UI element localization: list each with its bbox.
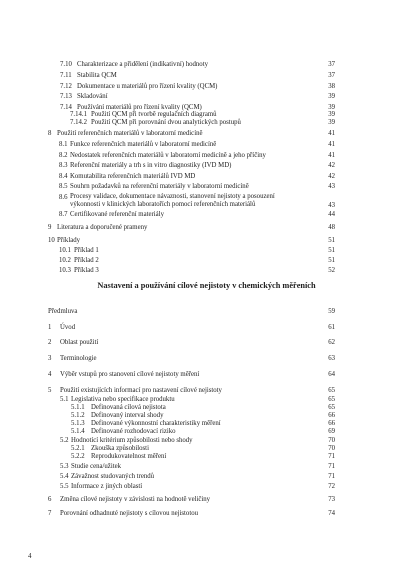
toc-entry-number: 2 [48,339,52,346]
toc-entry[interactable] [48,236,335,246]
toc-entry-number: 9 [48,224,52,231]
toc-entry-title: Zkouška způsobilosti [91,445,149,452]
toc-entry-title: Použití QCM při tvorbě regulačních diagramů [91,111,217,118]
toc-entry-number: 5.1.4 [71,428,85,435]
toc-entry[interactable] [48,354,335,364]
toc-entry-number: 7.14 [60,104,72,111]
toc-entry-number: 7.13 [60,93,72,100]
toc-entry[interactable] [54,82,335,92]
toc-entry-page: 72 [328,483,335,490]
toc-entry-title: Nedostatek referenčních materiálů v laboratorní medicíně a jeho příčiny [70,152,266,159]
toc-entry-page: 42 [328,162,335,169]
toc-entry[interactable] [54,256,335,266]
toc-entry-title: Stabilita QCM [77,72,117,79]
toc-entry-number: 7.12 [60,83,72,90]
toc-entry-number: 8.4 [59,173,68,180]
toc-entry-number: 8 [48,130,52,137]
toc-entry-title: Příklad 3 [74,267,99,274]
toc-entry-page: 41 [328,141,335,148]
toc-entry-page: 61 [328,324,335,331]
toc-entry-number: 8.6 [59,194,68,201]
toc-entry-number: 5 [48,387,52,394]
toc-entry-title: Použití referenčních materiálů v laboratorní medicíně [57,130,203,137]
toc-entry-number: 5.1 [60,396,69,403]
toc-entry[interactable] [48,462,335,472]
toc-entry[interactable] [54,172,335,182]
toc-entry[interactable] [48,482,335,492]
toc-entry-page: 43 [328,183,335,190]
toc-entry-title: Reprodukovatelnost měření [91,453,167,460]
toc-entry-number: 5.5 [60,483,69,490]
toc-entry-number: 7.14.2 [70,119,87,126]
toc-entry-title: Příklad 2 [74,257,99,264]
toc-entry-page: 42 [328,173,335,180]
toc-entry-number: 10.2 [59,257,71,264]
toc-entry-number: 4 [48,371,52,378]
toc-entry-title: Porovnání odhadnuté nejistoty s cílovou nejistotou [60,510,199,517]
toc-entry-page: 71 [328,453,335,460]
toc-entry-number: 10.1 [59,247,71,254]
toc-entry-page: 41 [328,152,335,159]
toc-entry-title: Definované rozhodovací riziko [91,428,176,435]
toc-entry[interactable] [48,370,335,380]
toc-entry[interactable] [48,509,335,519]
toc-entry[interactable] [48,323,335,333]
toc-entry-title: Dokumentace u materiálů pro řízení kvality (QCM) [77,83,218,90]
toc-entry[interactable] [48,472,335,482]
toc-entry-number: 5.2.2 [71,453,85,460]
toc-entry-page: 65 [328,404,335,411]
toc-entry-number: 5.1.1 [71,404,85,411]
toc-entry-title: Procesy validace, dokumentace návaznosti, stanovení nejistoty a posouzení výkonnosti v klinických laboratořích pomocí referenčních materiálů [70,193,275,208]
toc-entry-number: 10.3 [59,267,71,274]
toc-entry-title: Referenční materiály a trh s in vitro diagnostiky (IVD MD) [70,162,232,169]
toc-entry[interactable] [54,151,335,161]
toc-entry-title: Definované výkonnostní charakteristiky měření [91,420,221,427]
toc-entry-page: 44 [328,211,335,218]
toc-entry-page: 64 [328,371,335,378]
toc-entry-page: 51 [328,237,335,244]
toc-entry-title: Používání materiálů pro řízení kvality (QCM) [77,104,202,111]
toc-entry-page: 59 [328,308,335,315]
toc-entry-page: 51 [328,257,335,264]
toc-entry-title: Změna cílové nejistoty v závislosti na hodnotě veličiny [60,496,211,503]
toc-entry-number: 6 [48,496,52,503]
toc-entry-title: Použití QCM při porovnání dvou analytických postupů [91,119,241,126]
toc-entry[interactable] [54,266,335,276]
toc-entry-page: 43 [328,202,335,209]
toc-entry-title: Certifikované referenční materiály [70,211,164,218]
toc-entry-number: 8.5 [59,183,68,190]
toc-entry-number: 3 [48,355,52,362]
toc-entry-title: Komutabilita referenčních materiálů IVD MD [70,173,196,180]
toc-entry-page: 38 [328,83,335,90]
toc-entry-number: 10 [48,237,55,244]
toc-entry-title: Terminologie [60,355,97,362]
toc-entry-number: 5.2 [60,437,69,444]
toc-entry-page: 70 [328,445,335,452]
toc-entry-page: 37 [328,72,335,79]
toc-entry-number: 7.10 [60,61,72,68]
toc-entry[interactable] [48,338,335,348]
toc-entry-title: Definovaná cílová nejistota [91,404,166,411]
toc-entry-page: 41 [328,130,335,137]
toc-entry[interactable] [54,246,335,256]
toc-entry-page: 39 [328,104,335,111]
toc-entry-title: Legislativa nebo specifikace produktu [71,396,175,403]
toc-entry-number: 8.7 [59,211,68,218]
toc-entry-page: 66 [328,420,335,427]
toc-entry-number: 5.1.2 [71,412,85,419]
toc-entry-number: 5.3 [60,463,69,470]
toc-entry-title: Příklad 1 [74,247,99,254]
toc-entry-number: 8.3 [59,162,68,169]
toc-entry-title: Souhrn požadavků na referenční materiály v laboratorní medicíně [70,183,249,190]
section-title: Nastavení a používání cílové nejistoty v chemických měřeních [97,281,316,290]
page-number: 4 [28,552,32,560]
toc-entry-page: 66 [328,412,335,419]
toc-entry[interactable] [54,182,335,192]
toc-entry-title: Oblast použití [60,339,99,346]
toc-entry-title: Úvod [60,324,76,331]
toc-entry-title: Předmluva [48,308,78,315]
toc-entry-title: Závažnost studovaných trendů [71,473,155,480]
toc-entry-number: 8.1 [59,141,68,148]
toc-entry-page: 62 [328,339,335,346]
toc-entry[interactable] [48,307,335,317]
toc-entry-title: Příklady [57,237,81,244]
toc-entry-page: 74 [328,510,335,517]
toc-entry-page: 69 [328,428,335,435]
toc-entry[interactable] [54,193,335,210]
toc-entry[interactable] [48,495,335,505]
toc-entry-page: 51 [328,247,335,254]
toc-entry[interactable] [48,452,335,462]
toc-entry-page: 39 [328,119,335,126]
toc-entry-page: 52 [328,267,335,274]
toc-entry-title: Použití existujících informací pro nastavení cílové nejistoty [60,387,222,394]
toc-entry-page: 73 [328,496,335,503]
toc-entry-number: 1 [48,324,52,331]
toc-entry-title: Výběr vstupů pro stanovení cílové nejistoty měření [60,371,200,378]
toc-entry-page: 65 [328,387,335,394]
toc-entry-title: Funkce referenčních materiálů v laboratorní medicíně [70,141,217,148]
toc-entry-title: Hodnotící kritérium způsobilosti nebo shody [71,437,193,444]
toc-entry[interactable] [54,71,335,81]
toc-entry[interactable] [48,223,335,233]
toc-entry-page: 39 [328,93,335,100]
toc-entry[interactable] [48,129,335,139]
toc-entry-page: 65 [328,396,335,403]
toc-entry-page: 37 [328,61,335,68]
toc-entry-title: Studie cena/užitek [71,463,122,470]
toc-entry-page: 71 [328,463,335,470]
toc-entry-page: 48 [328,224,335,231]
toc-entry-page: 70 [328,437,335,444]
toc-entry-page: 63 [328,355,335,362]
toc-entry-number: 7 [48,510,52,517]
toc-entry[interactable] [54,140,335,150]
toc-entry-title: Skladování [77,93,108,100]
toc-entry-title: Charakterizace a přidělení (indikativní) hodnoty [77,61,208,68]
toc-entry-number: 7.11 [60,72,72,79]
toc-entry-number: 5.1.3 [71,420,85,427]
toc-entry[interactable] [54,161,335,171]
toc-entry-title: Informace z jiných oblastí [71,483,143,490]
toc-entry[interactable] [54,60,335,70]
toc-entry-page: 39 [328,111,335,118]
toc-entry-number: 5.2.1 [71,445,85,452]
toc-entry-number: 7.14.1 [70,111,87,118]
toc-entry[interactable] [54,92,335,102]
toc-entry-title: Literatura a doporučené prameny [57,224,148,231]
toc-entry-number: 8.2 [59,152,68,159]
toc-entry[interactable] [54,118,335,128]
toc-entry-number: 5.4 [60,473,69,480]
toc-entry-page: 71 [328,473,335,480]
toc-entry[interactable] [54,210,335,220]
toc-entry-title: Definovaný interval shody [91,412,164,419]
